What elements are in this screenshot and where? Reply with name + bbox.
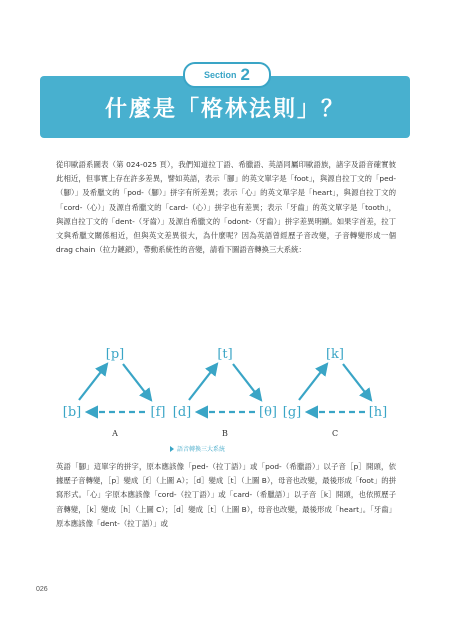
- triangle-group-c: [283, 347, 388, 438]
- triangle-group-a: [63, 347, 166, 438]
- node-right: [h]: [368, 405, 388, 420]
- page-title: 什麼是「格林法則」？: [104, 96, 345, 122]
- node-top: [p]: [105, 347, 125, 362]
- group-label: C: [331, 429, 339, 438]
- arrow-left-to-top: [79, 364, 107, 400]
- paragraph-1: 從印歐語系圖表（第 024-025 頁），我們知道拉丁語、希臘語、英語同屬印歐語族，諸字及語音確實彼此相近，但事實上存在許多差異，譬如英語，表示「腳」的英文單字是「foot」，與源自拉丁文的「ped-（腳）」及希臘文的「pod-（腳）」拼字有所差異；表示「心」的英文單字是「heart」，與源自拉丁文的「cord-（心）」及源自希臘文的「card-（心）」拼字也有差異；表示「牙齒」的英文單字是「tooth」，與源自拉丁文的「dent-（牙齒）」及源自希臘文的「odont-（牙齒）」拼字差異明顯。如果字首差，拉丁文與希臘文關係相近，但與英文差異很大，為什麼呢？因為英語曾經歷子音改變，子音轉變形成一個 drag chain（拉力鏈鎖），帶動系統性的音變，請看下圖語音轉換三大系統：: [56, 160, 396, 255]
- section-word: Section: [204, 70, 237, 80]
- node-top: [k]: [325, 347, 345, 362]
- node-right: [f]: [150, 405, 166, 420]
- caption-text: 語音轉換三大系統: [177, 446, 226, 453]
- arrow-top-to-right: [123, 364, 151, 400]
- section-number: 2: [240, 65, 250, 84]
- node-left: [b]: [62, 405, 82, 420]
- diagram-caption: [170, 444, 225, 453]
- triangle-group-b: [173, 347, 277, 438]
- caption-arrow-icon: [170, 446, 174, 452]
- node-left: [d]: [172, 405, 192, 420]
- consonant-shift-diagram: [48, 340, 398, 440]
- section-tag: [183, 62, 271, 88]
- arrow-left-to-top: [189, 364, 217, 400]
- arrow-top-to-right: [343, 364, 371, 400]
- group-label: B: [222, 429, 228, 438]
- arrow-left-to-top: [299, 364, 327, 400]
- group-label: A: [112, 429, 118, 438]
- page-number: 026: [36, 586, 48, 593]
- node-right: [θ]: [259, 405, 277, 420]
- node-left: [g]: [282, 405, 302, 420]
- node-top: [t]: [217, 347, 233, 362]
- paragraph-2: 英語「腳」這單字的拼字，原本應該像「ped-（拉丁語）」或「pod-（希臘語）」以子音［p］開頭，依據歷子音轉變，［p］變成［f］（上圖 A）；［d］變成［t］（上圖 B），母音也改變，最後形成「foot」的拼寫形式。「心」字原本應該像「cord-（拉丁語）」或「card-（希臘語）」以子音［k］開頭，也依照歷子音轉變，［k］變成［h］（上圖 C）；［d］變成［t］（上圖 B），母音也改變，最後形成「heart」。「牙齒」原本應該像「dent-（拉丁語）」或: [56, 462, 396, 528]
- arrow-top-to-right: [233, 364, 261, 400]
